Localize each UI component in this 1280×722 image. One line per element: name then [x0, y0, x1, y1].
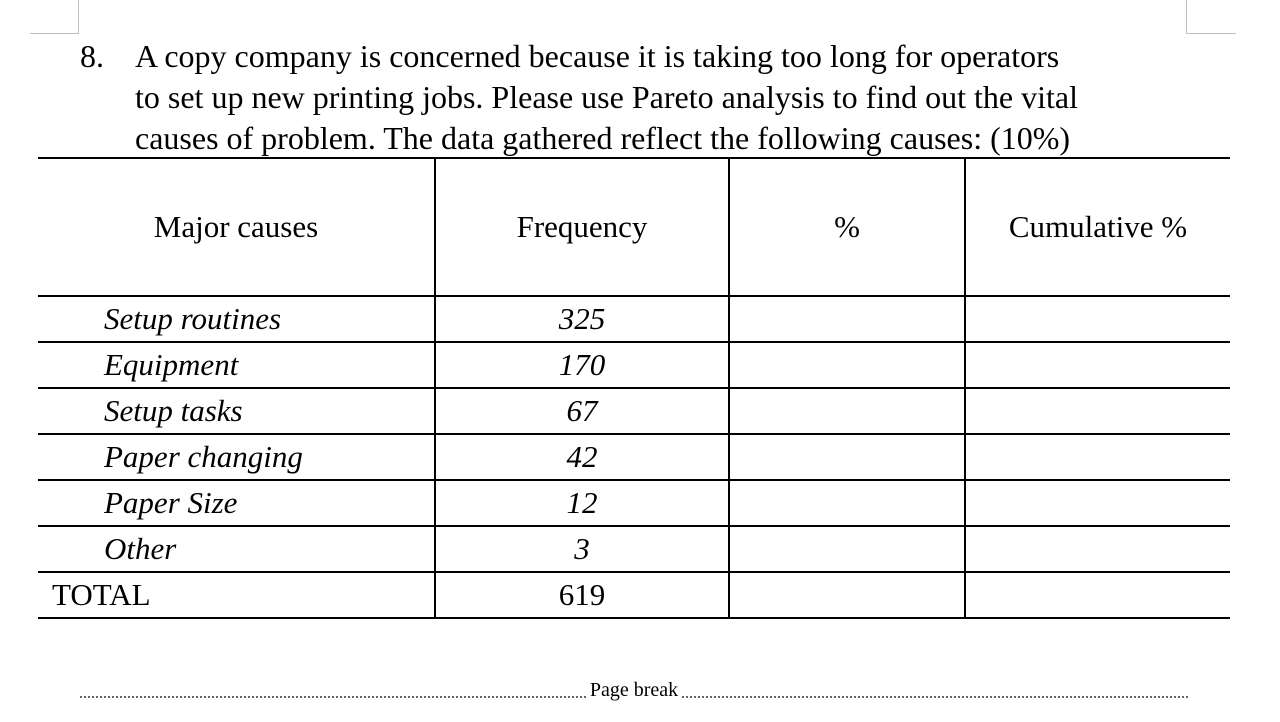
total-cumulative-cell[interactable]: [965, 572, 1230, 618]
crop-mark: [1186, 0, 1187, 34]
table-header-row: [38, 158, 1230, 296]
header-percent: %: [729, 158, 965, 296]
cumulative-cell[interactable]: [965, 526, 1230, 572]
cumulative-cell[interactable]: [965, 388, 1230, 434]
table-row: [38, 526, 1230, 572]
percent-cell[interactable]: [729, 388, 965, 434]
total-frequency: 619: [435, 572, 729, 618]
cumulative-cell[interactable]: [965, 296, 1230, 342]
crop-mark: [78, 0, 79, 34]
percent-cell[interactable]: [729, 480, 965, 526]
percent-cell[interactable]: [729, 296, 965, 342]
cumulative-cell[interactable]: [965, 342, 1230, 388]
frequency-cell: 42: [435, 434, 729, 480]
table-row: [38, 342, 1230, 388]
percent-cell[interactable]: [729, 526, 965, 572]
question-line: A copy company is concerned because it is taking too long for operators: [135, 38, 1060, 74]
cause-cell: Setup routines: [38, 296, 435, 342]
cause-cell: Paper Size: [38, 480, 435, 526]
page-break-dots: [682, 696, 1188, 698]
cause-cell: Paper changing: [38, 434, 435, 480]
total-percent-cell[interactable]: [729, 572, 965, 618]
table-row: [38, 480, 1230, 526]
page-break-dots: [80, 696, 586, 698]
cause-cell: Setup tasks: [38, 388, 435, 434]
question-number: 8.: [80, 38, 104, 74]
frequency-cell: 12: [435, 480, 729, 526]
header-cumulative-percent: Cumulative %: [965, 158, 1230, 296]
cumulative-cell[interactable]: [965, 480, 1230, 526]
page-break-label: Page break: [589, 678, 679, 701]
frequency-cell: 170: [435, 342, 729, 388]
cumulative-cell[interactable]: [965, 434, 1230, 480]
crop-mark: [1186, 33, 1236, 34]
question-line: to set up new printing jobs. Please use Pareto analysis to find out the vital: [135, 79, 1078, 115]
header-major-causes: Major causes: [38, 158, 435, 296]
percent-cell[interactable]: [729, 434, 965, 480]
table-row: [38, 388, 1230, 434]
question-text: [135, 36, 1215, 159]
cause-cell: Equipment: [38, 342, 435, 388]
pareto-table: [38, 157, 1230, 619]
table-row: [38, 434, 1230, 480]
table-row: [38, 296, 1230, 342]
frequency-cell: 67: [435, 388, 729, 434]
total-row: [38, 572, 1230, 618]
crop-mark: [30, 33, 79, 34]
total-label: TOTAL: [38, 572, 435, 618]
page-break: [80, 678, 1188, 702]
frequency-cell: 325: [435, 296, 729, 342]
cause-cell: Other: [38, 526, 435, 572]
percent-cell[interactable]: [729, 342, 965, 388]
header-frequency: Frequency: [435, 158, 729, 296]
question-line: causes of problem. The data gathered reflect the following causes: (10%): [135, 120, 1071, 156]
frequency-cell: 3: [435, 526, 729, 572]
